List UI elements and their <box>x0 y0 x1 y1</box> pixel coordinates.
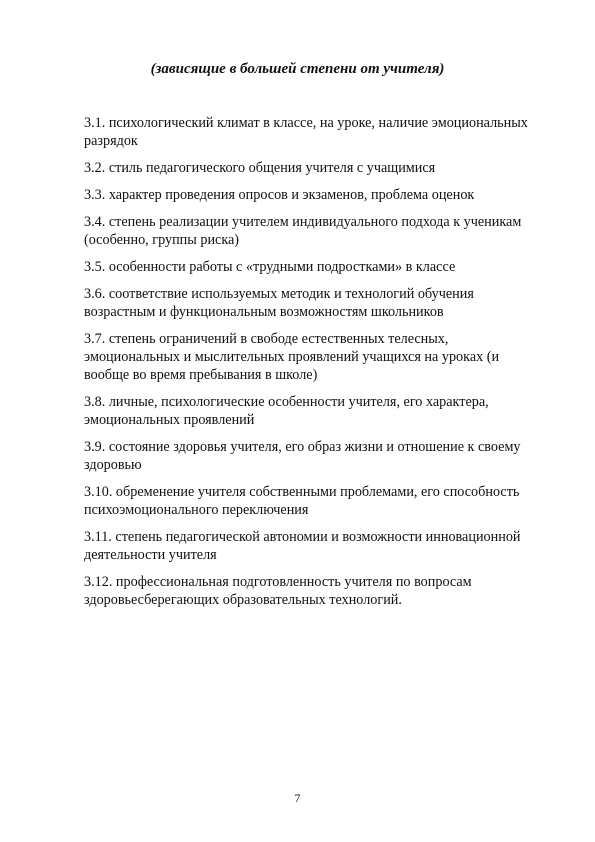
list-item-3-12: 3.12. профессиональная подготовленность учителя по вопросам здоровьесберегающих образовательных технологий. <box>84 574 472 608</box>
list-item-3-10: 3.10. обременение учителя собственными проблемами, его способность психоэмоционального переключения <box>84 484 520 518</box>
list-item-3-9: 3.9. состояние здоровья учителя, его образ жизни и отношение к своему здоровью <box>84 439 521 473</box>
list-item-3-6: 3.6. соответствие используемых методик и технологий обучения возрастным и функциональным возможностям школьников <box>84 286 474 320</box>
page-number: 7 <box>294 791 301 805</box>
factor-list <box>84 114 536 618</box>
list-item-3-1: 3.1. психологический климат в классе, на уроке, наличие эмоциональных разрядок <box>84 115 528 149</box>
list-item-3-11: 3.11. степень педагогической автономии и возможности инновационной деятельности учителя <box>84 529 521 563</box>
list-item-3-8: 3.8. личные, психологические особенности учителя, его характера, эмоциональных проявлений <box>84 394 489 428</box>
section-heading: (зависящие в большей степени от учителя) <box>150 61 445 77</box>
list-item-3-4: 3.4. степень реализации учителем индивидуального подхода к ученикам (особенно, группы риска) <box>84 214 522 248</box>
list-item-3-3: 3.3. характер проведения опросов и экзаменов, проблема оценок <box>84 187 475 203</box>
list-item-3-7: 3.7. степень ограничений в свободе естественных телесных, эмоциональных и мыслительных проявлений учащихся на уроках (и вообще во время пребывания в школе) <box>84 331 500 383</box>
list-item-3-2: 3.2. стиль педагогического общения учителя с учащимися <box>84 160 436 176</box>
list-item-3-5: 3.5. особенности работы с «трудными подростками» в классе <box>84 259 456 275</box>
